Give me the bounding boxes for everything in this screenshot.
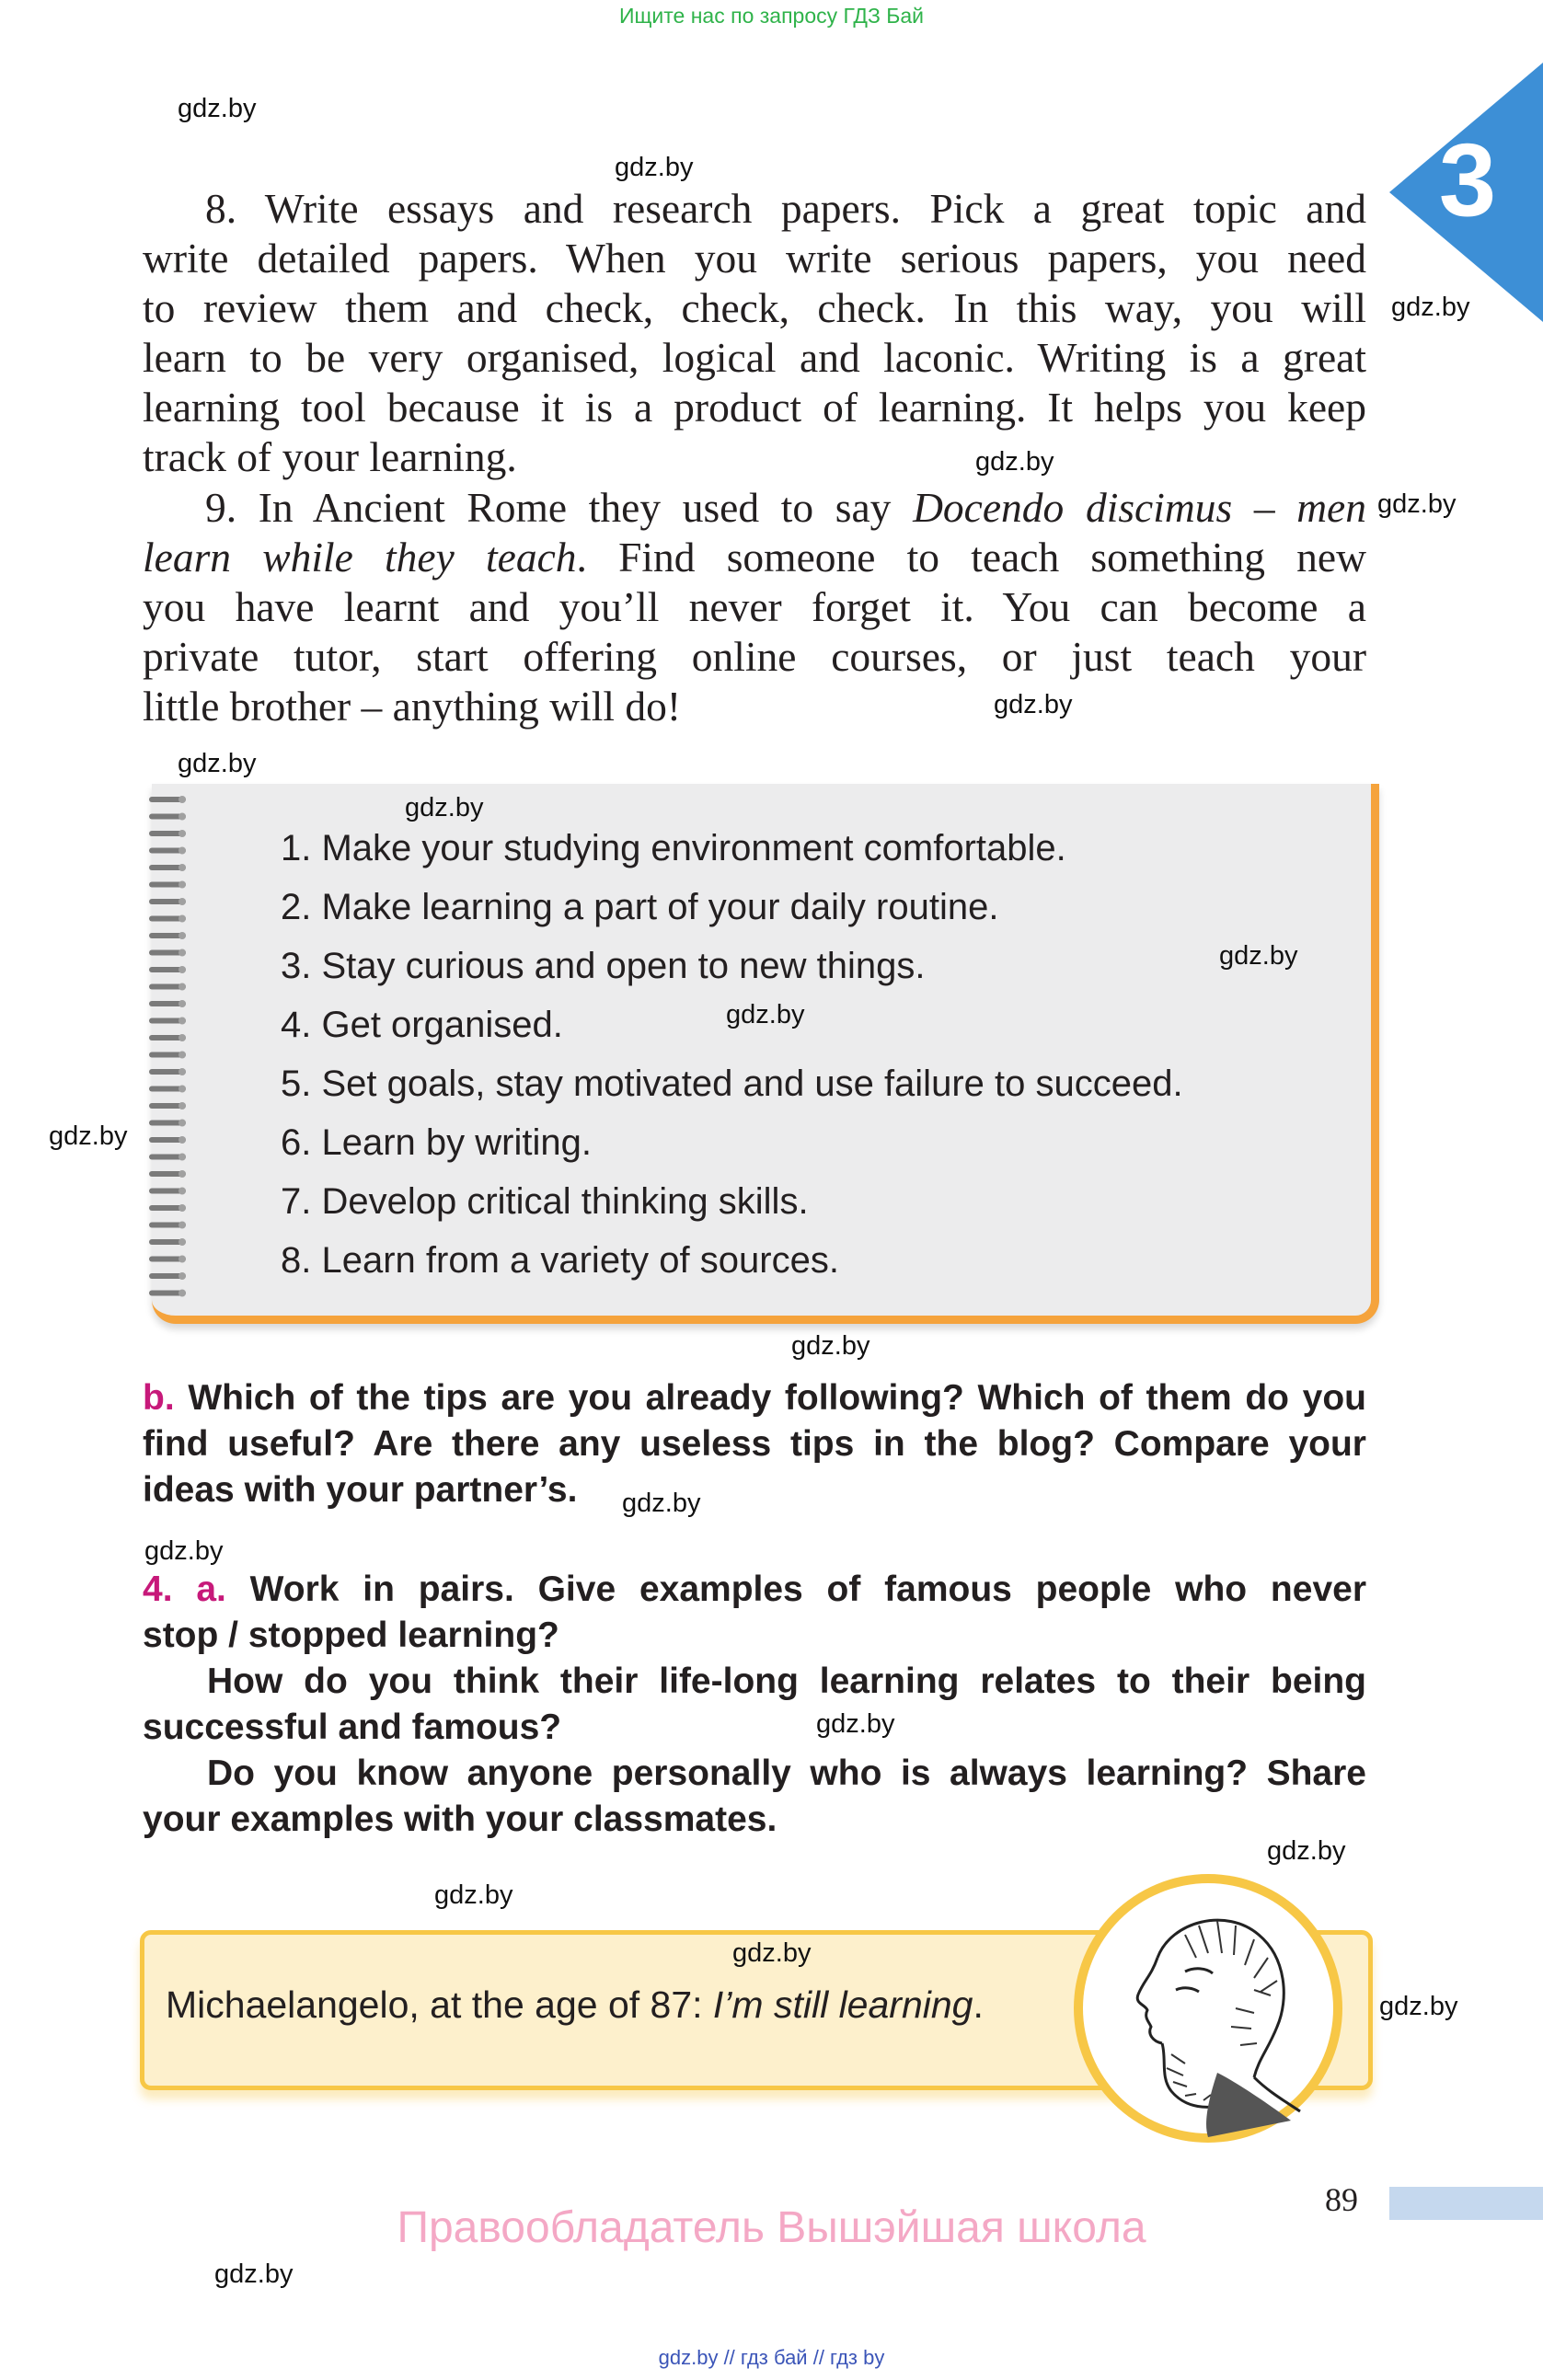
paragraph-9 (143, 483, 1366, 731)
p9-text: . Find someone to teach something new (576, 534, 1366, 581)
watermark: gdz.by (994, 690, 1073, 719)
p8-line: track of your learning. (143, 433, 517, 480)
watermark: gdz.by (178, 94, 257, 123)
tip-item: 6. Learn by writing. (281, 1122, 592, 1163)
watermark: gdz.by (214, 2259, 294, 2289)
tips-list (281, 819, 1366, 1290)
task-label: b. (143, 1378, 175, 1418)
p9-text: 9. In Ancient Rome they used to say (205, 484, 914, 531)
watermark: gdz.by (405, 793, 484, 822)
watermark: gdz.by (49, 1121, 128, 1151)
task-4a-line: successful and famous? (143, 1707, 562, 1747)
tip-item: 8. Learn from a variety of sources. (281, 1240, 839, 1281)
p9-line: private tutor, start offering online courses, or just teach your (143, 633, 1366, 680)
latin-phrase: Docendo discimus – men (913, 484, 1367, 531)
p9-line: you have learnt and you’ll never forget it. You can become a (143, 583, 1366, 630)
chapter-number: 3 (1438, 122, 1497, 237)
paragraph-8 (143, 184, 1366, 482)
task-b-line (143, 1375, 1366, 1421)
task-b-line: ideas with your partner’s. (143, 1470, 578, 1510)
task-4a-line: stop / stopped learning? (143, 1615, 559, 1655)
tip-item: 1. Make your studying environment comfortable. (281, 828, 1066, 868)
task-b-line: find useful? Are there any useless tips in the blog? Compare your (143, 1424, 1366, 1464)
watermark: gdz.by (791, 1331, 870, 1361)
quote-period: . (973, 1983, 984, 2026)
tip-item: 3. Stay curious and open to new things. (281, 946, 926, 986)
task-4a (143, 1567, 1366, 1843)
task-4a-line: your examples with your classmates. (143, 1799, 777, 1839)
watermark: gdz.by (1379, 1992, 1458, 2021)
watermark: gdz.by (726, 1000, 805, 1029)
tip-item: 7. Develop critical thinking skills. (281, 1181, 809, 1222)
quote-author: Michaelangelo, at the age of 87: (166, 1983, 713, 2026)
latin-translation: learn while they teach (143, 534, 577, 581)
task-label: 4. a. (143, 1569, 226, 1609)
task-4a-line (143, 1567, 1366, 1613)
task-b (143, 1375, 1366, 1513)
p8-line: to review them and check, check, check. In this way, you will (143, 284, 1366, 331)
task-4a-line: Do you know anyone personally who is always learning? Share (207, 1753, 1366, 1793)
p9-line (143, 533, 1366, 582)
p9-line (143, 483, 1366, 533)
watermark: gdz.by (178, 749, 257, 778)
watermark: gdz.by (1377, 489, 1457, 519)
top-banner: Ищите нас по запросу ГДЗ Бай (618, 4, 925, 28)
task-text: Work in pairs. Give examples of famous people who never (249, 1569, 1366, 1609)
p9-line: little brother – anything will do! (143, 683, 682, 730)
copyright-notice: Правообладатель Вышэйшая школа (397, 2203, 1146, 2252)
p8-line: learn to be very organised, logical and laconic. Writing is a great (143, 334, 1366, 381)
tip-item: 4. Get organised. (281, 1005, 563, 1045)
bottom-links[interactable]: gdz.by // гдз бай // гдз by (658, 2346, 885, 2369)
tip-item: 2. Make learning a part of your daily routine. (281, 887, 999, 927)
task-text: Which of the tips are you already following? Which of them do you (188, 1378, 1366, 1418)
notebook-rings (145, 789, 191, 1305)
quote-italic: I’m still learning (712, 1983, 973, 2026)
quote-text (166, 1983, 984, 2027)
michelangelo-portrait-icon (1070, 1870, 1346, 2146)
watermark: gdz.by (1219, 941, 1298, 971)
p8-line: learning tool because it is a product of learning. It helps you keep (143, 384, 1366, 431)
page-number: 89 (1325, 2181, 1358, 2218)
watermark: gdz.by (615, 153, 694, 182)
tip-item: 5. Set goals, stay motivated and use failure to succeed. (281, 1064, 1183, 1104)
watermark: gdz.by (732, 1938, 812, 1968)
watermark: gdz.by (144, 1536, 224, 1566)
p8-line: 8. Write essays and research papers. Pick a great topic and (205, 185, 1366, 232)
watermark: gdz.by (1267, 1836, 1346, 1866)
watermark: gdz.by (975, 447, 1054, 477)
watermark: gdz.by (434, 1880, 513, 1910)
p8-line: write detailed papers. When you write serious papers, you need (143, 235, 1366, 282)
watermark: gdz.by (816, 1709, 895, 1739)
watermark: gdz.by (622, 1489, 701, 1518)
task-4a-line: How do you think their life-long learning relates to their being (207, 1661, 1366, 1701)
watermark: gdz.by (1391, 293, 1470, 322)
